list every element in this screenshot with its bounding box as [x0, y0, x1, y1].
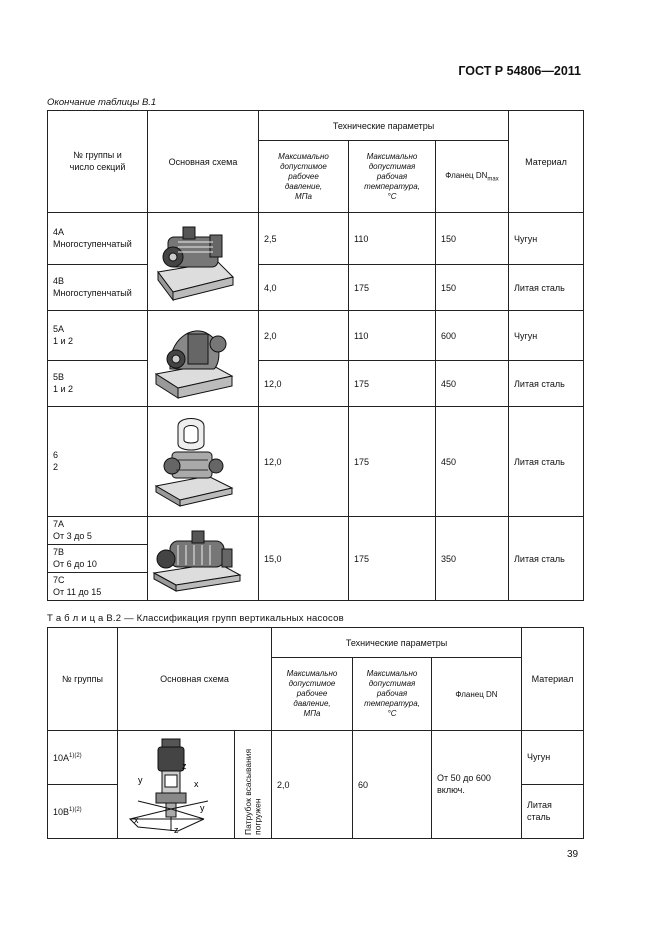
t1-temperature: 110 — [349, 311, 436, 361]
t1-group: 7B От 6 до 10 — [48, 545, 148, 573]
standard-header: ГОСТ Р 54806—2011 — [458, 64, 581, 78]
t2-side-note-cell — [235, 731, 272, 839]
t1-pressure: 15,0 — [259, 517, 349, 601]
t1-temperature: 175 — [349, 361, 436, 407]
table2 — [47, 627, 584, 839]
t1-temperature: 175 — [349, 407, 436, 517]
t1-group: 4B Многоступенчатый — [48, 265, 148, 311]
table1 — [47, 110, 584, 601]
t1-material: Литая сталь — [509, 265, 584, 311]
t1-group: 7C От 11 до 15 — [48, 573, 148, 601]
t1-group: 5B 1 и 2 — [48, 361, 148, 407]
t1-pressure: 12,0 — [259, 407, 349, 517]
table-row — [48, 407, 584, 517]
t1-header-group: № группы и число секций — [48, 111, 148, 213]
t1-pressure: 4,0 — [259, 265, 349, 311]
t1-material: Литая сталь — [509, 517, 584, 601]
t1-flange-label: Фланец DN — [445, 170, 488, 180]
table2-caption: Т а б л и ц а В.2 — Классификация групп вертикальных насосов — [47, 613, 344, 624]
t2-flange: От 50 до 600 включ. — [432, 731, 522, 839]
table-row — [48, 361, 584, 407]
t2-material: Литая сталь — [522, 785, 584, 839]
scheme-split-case-pump — [148, 311, 259, 407]
t2-pressure: 2,0 — [272, 731, 353, 839]
table1-caption: Окончание таблицы В.1 — [47, 97, 157, 108]
t2-group-label: 10A — [53, 752, 70, 763]
t1-header-pressure: Максимально допустимое рабочее давление, МПа — [259, 141, 349, 213]
t1-header-flange — [436, 141, 509, 213]
t1-group: 6 2 — [48, 407, 148, 517]
t2-material: Чугун — [522, 731, 584, 785]
split-case-pump-drawing — [148, 314, 238, 404]
page-number: 39 — [567, 849, 579, 860]
t1-flange: 350 — [436, 517, 509, 601]
barrel-pump-drawing — [148, 521, 244, 597]
t1-header-tech: Технические параметры — [259, 111, 509, 141]
t2-group-label: 10B — [53, 806, 70, 817]
t1-flange: 150 — [436, 265, 509, 311]
axis-y-lower: y — [200, 802, 205, 813]
t2-side-note: Патрубок всасывания погружен — [242, 748, 262, 835]
t1-temperature: 110 — [349, 213, 436, 265]
t1-flange: 450 — [436, 361, 509, 407]
scheme-barrel-pump — [148, 517, 259, 601]
axis-y-upper: y — [138, 774, 143, 785]
scheme-double-suction-pump — [148, 407, 259, 517]
t1-group: 4A Многоступенчатый — [48, 213, 148, 265]
t1-header-scheme: Основная схема — [148, 111, 259, 213]
table-row — [48, 731, 584, 785]
t1-material: Чугун — [509, 311, 584, 361]
t1-header-temperature: Максимально допустимая рабочая температура, °C — [349, 141, 436, 213]
t1-group: 7A От 3 до 5 — [48, 517, 148, 545]
t1-pressure: 12,0 — [259, 361, 349, 407]
t1-material: Литая сталь — [509, 407, 584, 517]
t1-flange: 150 — [436, 213, 509, 265]
t2-group-sup: 1)(2) — [69, 752, 82, 759]
axis-z-upper: z — [182, 760, 187, 771]
t1-group: 5A 1 и 2 — [48, 311, 148, 361]
t1-temperature: 175 — [349, 265, 436, 311]
table-row — [48, 265, 584, 311]
double-suction-pump-drawing — [148, 414, 238, 510]
table-row — [48, 311, 584, 361]
scheme-multistage-pump — [148, 213, 259, 311]
t2-header-group: № группы — [48, 628, 118, 731]
t1-material: Чугун — [509, 213, 584, 265]
t1-flange: 450 — [436, 407, 509, 517]
t1-material: Литая сталь — [509, 361, 584, 407]
t1-header-material: Материал — [509, 111, 584, 213]
t1-flange: 600 — [436, 311, 509, 361]
table-row — [48, 517, 584, 545]
t2-temperature: 60 — [353, 731, 432, 839]
multistage-pump-drawing — [148, 217, 238, 307]
t2-header-scheme: Основная схема — [118, 628, 272, 731]
t1-temperature: 175 — [349, 517, 436, 601]
scheme-vertical-pump — [118, 731, 235, 839]
t2-group — [48, 731, 118, 785]
t2-header-flange: Фланец DN — [432, 658, 522, 731]
t1-flange-sub: max — [487, 176, 499, 183]
t2-header-material: Материал — [522, 628, 584, 731]
axis-x-upper: x — [194, 778, 199, 789]
t2-header-tech: Технические параметры — [272, 628, 522, 658]
axis-z-lower: z — [174, 824, 179, 835]
t1-pressure: 2,0 — [259, 311, 349, 361]
t2-header-temperature: Максимально допустимая рабочая температура, °C — [353, 658, 432, 731]
t1-pressure: 2,5 — [259, 213, 349, 265]
t2-group-sup: 1)(2) — [69, 806, 82, 813]
vertical-pump-drawing — [118, 735, 228, 835]
axis-x-lower: x — [134, 814, 139, 825]
table-row — [48, 213, 584, 265]
t2-group — [48, 785, 118, 839]
t2-header-pressure: Максимально допустимое рабочее давление, МПа — [272, 658, 353, 731]
